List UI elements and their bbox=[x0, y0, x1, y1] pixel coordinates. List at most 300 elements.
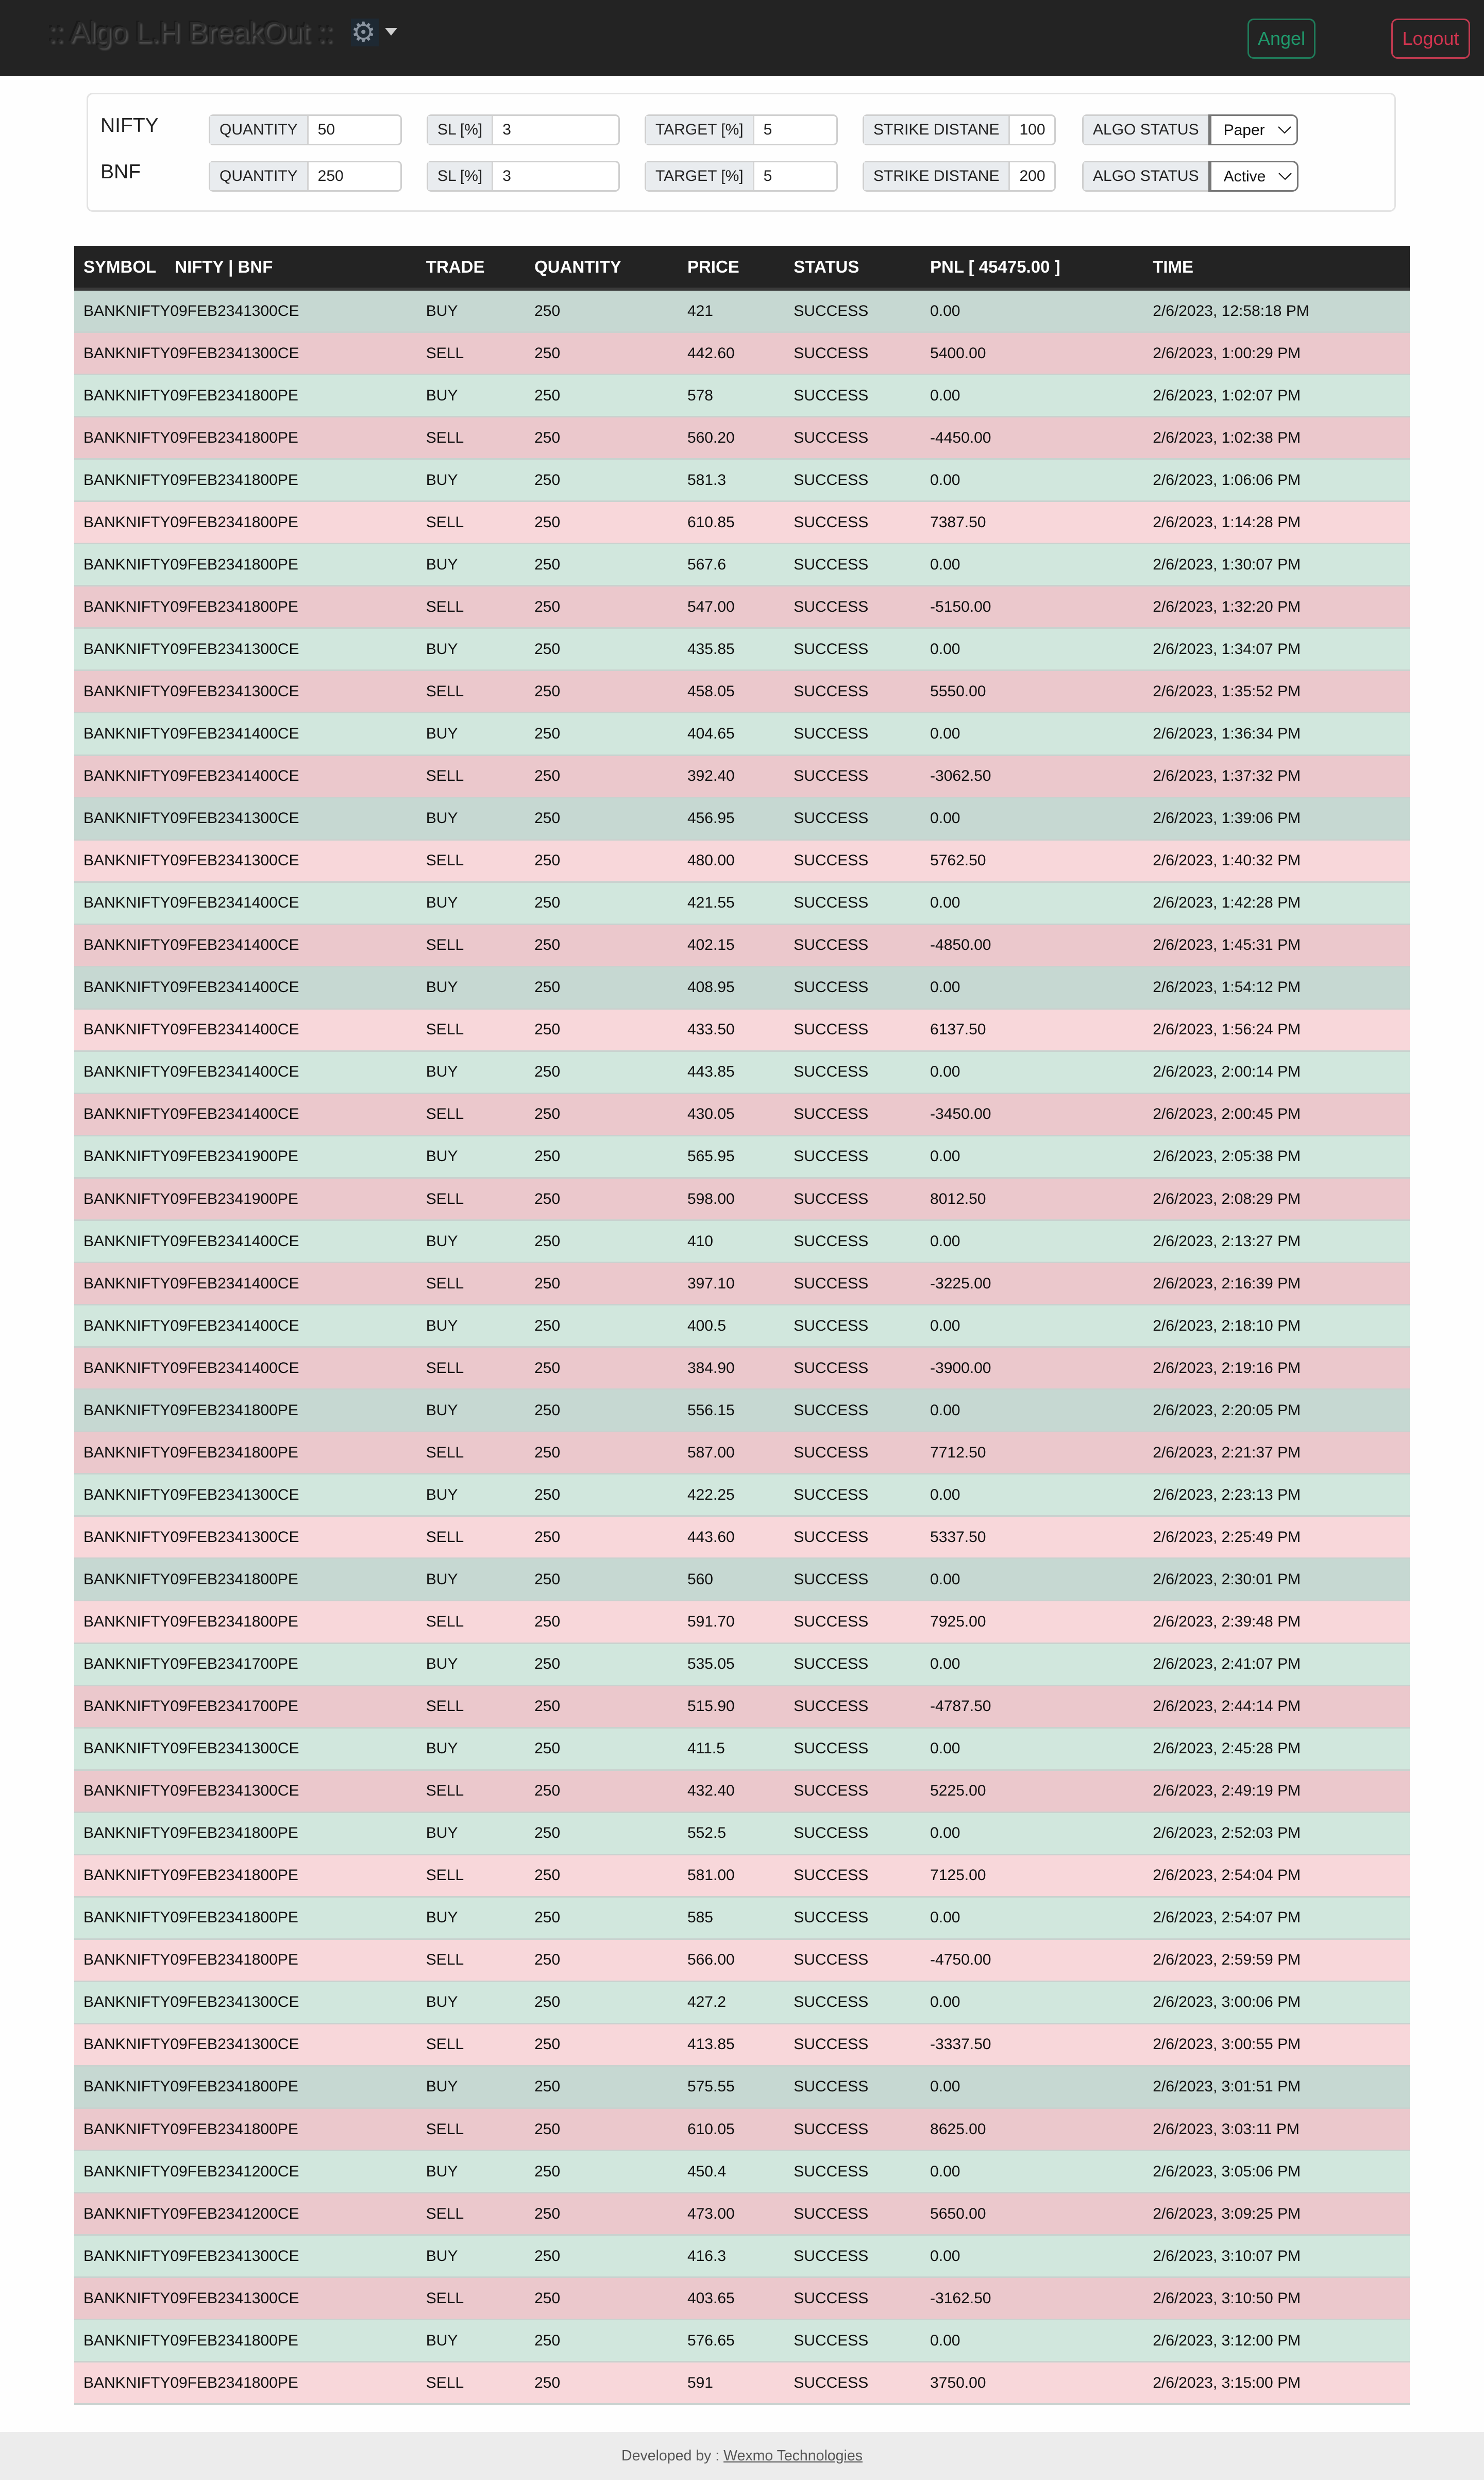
cell-time: 2/6/2023, 3:12:00 PM bbox=[1143, 2320, 1410, 2362]
col-price-header[interactable]: PRICE bbox=[678, 246, 784, 289]
cell-trade: SELL bbox=[417, 755, 525, 797]
cell-time: 2/6/2023, 12:58:18 PM bbox=[1143, 289, 1410, 332]
cell-symbol: BANKNIFTY09FEB2341400CE bbox=[74, 713, 417, 755]
cell-quantity: 250 bbox=[525, 1474, 678, 1516]
cell-status: SUCCESS bbox=[784, 459, 921, 501]
cell-symbol: BANKNIFTY09FEB2341800PE bbox=[74, 2320, 417, 2362]
table-row[interactable] bbox=[74, 1135, 1410, 1178]
cell-pnl: 0.00 bbox=[921, 1389, 1143, 1432]
cell-symbol: BANKNIFTY09FEB2341800PE bbox=[74, 2362, 417, 2404]
cell-status: SUCCESS bbox=[784, 882, 921, 924]
cell-pnl: 0.00 bbox=[921, 882, 1143, 924]
cell-trade: BUY bbox=[417, 882, 525, 924]
cell-price: 443.60 bbox=[678, 1516, 784, 1559]
cell-time: 2/6/2023, 1:54:12 PM bbox=[1143, 966, 1410, 1009]
cell-pnl: 0.00 bbox=[921, 2320, 1143, 2362]
cell-time: 2/6/2023, 3:01:51 PM bbox=[1143, 2066, 1410, 2108]
cell-symbol: BANKNIFTY09FEB2341700PE bbox=[74, 1643, 417, 1685]
table-row[interactable] bbox=[74, 1516, 1410, 1559]
cell-time: 2/6/2023, 2:41:07 PM bbox=[1143, 1643, 1410, 1685]
cell-price: 591 bbox=[678, 2362, 784, 2404]
cell-pnl: 7387.50 bbox=[921, 501, 1143, 544]
cell-status: SUCCESS bbox=[784, 2277, 921, 2320]
cell-time: 2/6/2023, 3:09:25 PM bbox=[1143, 2193, 1410, 2235]
table-row[interactable] bbox=[74, 924, 1410, 966]
cell-symbol: BANKNIFTY09FEB2341400CE bbox=[74, 1220, 417, 1263]
col-trade-header[interactable]: TRADE bbox=[417, 246, 525, 289]
sl-input-label: SL [%] bbox=[428, 162, 493, 190]
table-row[interactable] bbox=[74, 1559, 1410, 1601]
cell-trade: BUY bbox=[417, 1559, 525, 1601]
table-row[interactable] bbox=[74, 1728, 1410, 1770]
cell-quantity: 250 bbox=[525, 1770, 678, 1812]
table-row[interactable] bbox=[74, 1009, 1410, 1051]
cell-price: 392.40 bbox=[678, 755, 784, 797]
cell-quantity: 250 bbox=[525, 417, 678, 459]
cell-pnl: -3337.50 bbox=[921, 2023, 1143, 2066]
cell-quantity: 250 bbox=[525, 840, 678, 882]
cell-status: SUCCESS bbox=[784, 1432, 921, 1474]
cell-trade: SELL bbox=[417, 1601, 525, 1643]
cell-time: 2/6/2023, 1:00:29 PM bbox=[1143, 332, 1410, 375]
cell-symbol: BANKNIFTY09FEB2341800PE bbox=[74, 2108, 417, 2151]
cell-status: SUCCESS bbox=[784, 1728, 921, 1770]
cell-symbol: BANKNIFTY09FEB2341300CE bbox=[74, 2235, 417, 2277]
cell-status: SUCCESS bbox=[784, 2320, 921, 2362]
cell-pnl: 0.00 bbox=[921, 1812, 1143, 1854]
cell-price: 567.6 bbox=[678, 544, 784, 586]
table-row[interactable] bbox=[74, 459, 1410, 501]
cell-trade: SELL bbox=[417, 501, 525, 544]
cell-price: 560.20 bbox=[678, 417, 784, 459]
navbar bbox=[0, 0, 1484, 76]
cell-price: 416.3 bbox=[678, 2235, 784, 2277]
cell-pnl: 8625.00 bbox=[921, 2108, 1143, 2151]
table-row[interactable] bbox=[74, 671, 1410, 713]
table-row[interactable] bbox=[74, 1093, 1410, 1135]
table-row[interactable] bbox=[74, 544, 1410, 586]
table-row[interactable] bbox=[74, 2066, 1410, 2108]
cell-trade: SELL bbox=[417, 417, 525, 459]
cell-price: 515.90 bbox=[678, 1685, 784, 1728]
cell-trade: BUY bbox=[417, 797, 525, 840]
cell-status: SUCCESS bbox=[784, 713, 921, 755]
cell-quantity: 250 bbox=[525, 1432, 678, 1474]
cell-quantity: 250 bbox=[525, 1178, 678, 1220]
cell-status: SUCCESS bbox=[784, 1770, 921, 1812]
strike-distance-input-label: STRIKE DISTANE bbox=[864, 162, 1010, 190]
target-input[interactable]: 5 bbox=[763, 167, 772, 185]
cell-symbol: BANKNIFTY09FEB2341300CE bbox=[74, 332, 417, 375]
cell-trade: SELL bbox=[417, 1939, 525, 1981]
table-row[interactable] bbox=[74, 1601, 1410, 1643]
cell-time: 2/6/2023, 2:25:49 PM bbox=[1143, 1516, 1410, 1559]
sl-input-label: SL [%] bbox=[428, 116, 493, 144]
table-row[interactable] bbox=[74, 797, 1410, 840]
cell-symbol: BANKNIFTY09FEB2341800PE bbox=[74, 1432, 417, 1474]
cell-price: 581.00 bbox=[678, 1854, 784, 1897]
algo-status-select[interactable] bbox=[1210, 116, 1296, 144]
sl-input[interactable]: 3 bbox=[502, 121, 511, 138]
cell-price: 408.95 bbox=[678, 966, 784, 1009]
table-row[interactable] bbox=[74, 1305, 1410, 1347]
table-row[interactable] bbox=[74, 882, 1410, 924]
cell-trade: BUY bbox=[417, 1220, 525, 1263]
table-row[interactable] bbox=[74, 501, 1410, 544]
cell-status: SUCCESS bbox=[784, 501, 921, 544]
cell-quantity: 250 bbox=[525, 2320, 678, 2362]
cell-time: 2/6/2023, 1:14:28 PM bbox=[1143, 501, 1410, 544]
table-row[interactable] bbox=[74, 966, 1410, 1009]
table-row[interactable] bbox=[74, 375, 1410, 417]
table-row[interactable] bbox=[74, 332, 1410, 375]
cell-quantity: 250 bbox=[525, 1981, 678, 2023]
cell-status: SUCCESS bbox=[784, 1009, 921, 1051]
table-row[interactable] bbox=[74, 2235, 1410, 2277]
table-row[interactable] bbox=[74, 840, 1410, 882]
table-row[interactable] bbox=[74, 1812, 1410, 1854]
cell-price: 450.4 bbox=[678, 2151, 784, 2193]
table-row[interactable] bbox=[74, 1897, 1410, 1939]
cell-quantity: 250 bbox=[525, 375, 678, 417]
table-row[interactable] bbox=[74, 2362, 1410, 2404]
col-status-header[interactable]: STATUS bbox=[784, 246, 921, 289]
cell-status: SUCCESS bbox=[784, 1263, 921, 1305]
quantity-input-label: QUANTITY bbox=[210, 162, 309, 190]
target-input-label: TARGET [%] bbox=[646, 162, 754, 190]
cell-symbol: BANKNIFTY09FEB2341800PE bbox=[74, 586, 417, 628]
cell-symbol: BANKNIFTY09FEB2341400CE bbox=[74, 966, 417, 1009]
table-row[interactable] bbox=[74, 628, 1410, 671]
cell-price: 581.3 bbox=[678, 459, 784, 501]
cell-trade: SELL bbox=[417, 1263, 525, 1305]
cell-price: 575.55 bbox=[678, 2066, 784, 2108]
table-row[interactable] bbox=[74, 2108, 1410, 2151]
cell-pnl: 7125.00 bbox=[921, 1854, 1143, 1897]
cell-quantity: 250 bbox=[525, 1135, 678, 1178]
cell-status: SUCCESS bbox=[784, 1220, 921, 1263]
cell-status: SUCCESS bbox=[784, 2193, 921, 2235]
cell-trade: BUY bbox=[417, 628, 525, 671]
algo-status-select[interactable] bbox=[1210, 162, 1297, 190]
cell-time: 2/6/2023, 2:39:48 PM bbox=[1143, 1601, 1410, 1643]
cell-time: 2/6/2023, 2:52:03 PM bbox=[1143, 1812, 1410, 1854]
cell-trade: BUY bbox=[417, 1135, 525, 1178]
cell-time: 2/6/2023, 1:56:24 PM bbox=[1143, 1009, 1410, 1051]
cell-pnl: 5400.00 bbox=[921, 332, 1143, 375]
cell-quantity: 250 bbox=[525, 1347, 678, 1389]
cell-pnl: -3162.50 bbox=[921, 2277, 1143, 2320]
cell-quantity: 250 bbox=[525, 332, 678, 375]
table-row[interactable] bbox=[74, 713, 1410, 755]
table-row[interactable] bbox=[74, 1854, 1410, 1897]
cell-status: SUCCESS bbox=[784, 1854, 921, 1897]
table-row[interactable] bbox=[74, 289, 1410, 332]
col-symbol-header[interactable]: SYMBOL NIFTY | BNF bbox=[74, 246, 417, 289]
cell-time: 2/6/2023, 2:05:38 PM bbox=[1143, 1135, 1410, 1178]
cell-status: SUCCESS bbox=[784, 1812, 921, 1854]
cell-symbol: BANKNIFTY09FEB2341800PE bbox=[74, 1812, 417, 1854]
cell-pnl: 0.00 bbox=[921, 459, 1143, 501]
cell-time: 2/6/2023, 3:10:50 PM bbox=[1143, 2277, 1410, 2320]
cell-status: SUCCESS bbox=[784, 1135, 921, 1178]
cell-price: 591.70 bbox=[678, 1601, 784, 1643]
cell-time: 2/6/2023, 2:18:10 PM bbox=[1143, 1305, 1410, 1347]
cell-quantity: 250 bbox=[525, 671, 678, 713]
table-row[interactable] bbox=[74, 1178, 1410, 1220]
cell-trade: BUY bbox=[417, 2235, 525, 2277]
cell-symbol: BANKNIFTY09FEB2341400CE bbox=[74, 1051, 417, 1093]
cell-quantity: 250 bbox=[525, 1009, 678, 1051]
gear-icon[interactable]: ⚙ bbox=[351, 19, 379, 46]
cell-status: SUCCESS bbox=[784, 1516, 921, 1559]
quantity-input[interactable]: 50 bbox=[317, 121, 335, 138]
logout-button[interactable]: Logout bbox=[1391, 19, 1470, 59]
table-row[interactable] bbox=[74, 417, 1410, 459]
cell-price: 456.95 bbox=[678, 797, 784, 840]
cell-time: 2/6/2023, 3:00:55 PM bbox=[1143, 2023, 1410, 2066]
cell-trade: SELL bbox=[417, 1516, 525, 1559]
cell-quantity: 250 bbox=[525, 1389, 678, 1432]
sl-input[interactable]: 3 bbox=[502, 167, 511, 185]
cell-symbol: BANKNIFTY09FEB2341300CE bbox=[74, 2023, 417, 2066]
strike-distance-input[interactable]: 100 bbox=[1019, 121, 1045, 138]
cell-trade: SELL bbox=[417, 332, 525, 375]
cell-symbol: BANKNIFTY09FEB2341800PE bbox=[74, 1601, 417, 1643]
cell-time: 2/6/2023, 1:42:28 PM bbox=[1143, 882, 1410, 924]
cell-status: SUCCESS bbox=[784, 375, 921, 417]
cell-symbol: BANKNIFTY09FEB2341400CE bbox=[74, 1093, 417, 1135]
cell-time: 2/6/2023, 2:00:45 PM bbox=[1143, 1093, 1410, 1135]
strike-distance-input[interactable]: 200 bbox=[1019, 167, 1045, 185]
table-row[interactable] bbox=[74, 1220, 1410, 1263]
cell-time: 2/6/2023, 3:03:11 PM bbox=[1143, 2108, 1410, 2151]
cell-trade: BUY bbox=[417, 1474, 525, 1516]
cell-pnl: -4850.00 bbox=[921, 924, 1143, 966]
cell-trade: BUY bbox=[417, 1897, 525, 1939]
cell-quantity: 250 bbox=[525, 2235, 678, 2277]
cell-symbol: BANKNIFTY09FEB2341400CE bbox=[74, 882, 417, 924]
cell-status: SUCCESS bbox=[784, 1178, 921, 1220]
cell-symbol: BANKNIFTY09FEB2341300CE bbox=[74, 1516, 417, 1559]
cell-quantity: 250 bbox=[525, 586, 678, 628]
table-row[interactable] bbox=[74, 755, 1410, 797]
cell-price: 585 bbox=[678, 1897, 784, 1939]
cell-pnl: 0.00 bbox=[921, 2066, 1143, 2108]
cell-quantity: 250 bbox=[525, 1220, 678, 1263]
cell-quantity: 250 bbox=[525, 459, 678, 501]
cell-pnl: 0.00 bbox=[921, 1135, 1143, 1178]
cell-trade: BUY bbox=[417, 966, 525, 1009]
cell-price: 421 bbox=[678, 289, 784, 332]
cell-quantity: 250 bbox=[525, 2023, 678, 2066]
table-row[interactable] bbox=[74, 2151, 1410, 2193]
cell-status: SUCCESS bbox=[784, 1643, 921, 1685]
cell-quantity: 250 bbox=[525, 2108, 678, 2151]
cell-status: SUCCESS bbox=[784, 797, 921, 840]
algo-status-group bbox=[1082, 161, 1292, 192]
table-row[interactable] bbox=[74, 1685, 1410, 1728]
cell-trade: SELL bbox=[417, 2108, 525, 2151]
table-row[interactable] bbox=[74, 586, 1410, 628]
cell-quantity: 250 bbox=[525, 289, 678, 332]
cell-trade: SELL bbox=[417, 1432, 525, 1474]
cell-trade: SELL bbox=[417, 1770, 525, 1812]
cell-pnl: 0.00 bbox=[921, 1051, 1143, 1093]
table-row[interactable] bbox=[74, 2023, 1410, 2066]
cell-price: 397.10 bbox=[678, 1263, 784, 1305]
cell-quantity: 250 bbox=[525, 1812, 678, 1854]
footer bbox=[0, 2432, 1484, 2480]
cell-pnl: 0.00 bbox=[921, 1559, 1143, 1601]
config-row-label: NIFTY bbox=[100, 114, 159, 137]
cell-trade: SELL bbox=[417, 840, 525, 882]
cell-time: 2/6/2023, 2:00:14 PM bbox=[1143, 1051, 1410, 1093]
cell-time: 2/6/2023, 1:34:07 PM bbox=[1143, 628, 1410, 671]
cell-pnl: -5150.00 bbox=[921, 586, 1143, 628]
cell-quantity: 250 bbox=[525, 924, 678, 966]
cell-symbol: BANKNIFTY09FEB2341400CE bbox=[74, 755, 417, 797]
config-row-label: BNF bbox=[100, 161, 141, 183]
cell-symbol: BANKNIFTY09FEB2341800PE bbox=[74, 459, 417, 501]
cell-trade: SELL bbox=[417, 1854, 525, 1897]
cell-symbol: BANKNIFTY09FEB2341800PE bbox=[74, 1897, 417, 1939]
cell-pnl: 8012.50 bbox=[921, 1178, 1143, 1220]
cell-quantity: 250 bbox=[525, 1685, 678, 1728]
cell-quantity: 250 bbox=[525, 1939, 678, 1981]
cell-symbol: BANKNIFTY09FEB2341400CE bbox=[74, 1009, 417, 1051]
cell-status: SUCCESS bbox=[784, 2023, 921, 2066]
angel-button[interactable]: Angel bbox=[1247, 19, 1316, 59]
target-input[interactable]: 5 bbox=[763, 121, 772, 138]
table-row[interactable] bbox=[74, 1770, 1410, 1812]
table-row[interactable] bbox=[74, 1981, 1410, 2023]
cell-time: 2/6/2023, 3:10:07 PM bbox=[1143, 2235, 1410, 2277]
cell-symbol: BANKNIFTY09FEB2341400CE bbox=[74, 1347, 417, 1389]
table-row[interactable] bbox=[74, 1474, 1410, 1516]
cell-status: SUCCESS bbox=[784, 1389, 921, 1432]
cell-price: 535.05 bbox=[678, 1643, 784, 1685]
cell-time: 2/6/2023, 1:30:07 PM bbox=[1143, 544, 1410, 586]
table-row[interactable] bbox=[74, 2320, 1410, 2362]
cell-symbol: BANKNIFTY09FEB2341300CE bbox=[74, 840, 417, 882]
cell-trade: BUY bbox=[417, 713, 525, 755]
cell-time: 2/6/2023, 2:08:29 PM bbox=[1143, 1178, 1410, 1220]
table-row[interactable] bbox=[74, 1389, 1410, 1432]
cell-quantity: 250 bbox=[525, 966, 678, 1009]
cell-quantity: 250 bbox=[525, 544, 678, 586]
cell-status: SUCCESS bbox=[784, 1474, 921, 1516]
col-pnl-header[interactable]: PNL [ 45475.00 ] bbox=[921, 246, 1143, 289]
cell-time: 2/6/2023, 2:23:13 PM bbox=[1143, 1474, 1410, 1516]
table-row[interactable] bbox=[74, 1263, 1410, 1305]
cell-symbol: BANKNIFTY09FEB2341300CE bbox=[74, 1981, 417, 2023]
cell-symbol: BANKNIFTY09FEB2341800PE bbox=[74, 1939, 417, 1981]
table-row[interactable] bbox=[74, 1939, 1410, 1981]
col-time-header[interactable]: TIME bbox=[1143, 246, 1410, 289]
cell-pnl: 0.00 bbox=[921, 2151, 1143, 2193]
cell-quantity: 250 bbox=[525, 2066, 678, 2108]
cell-pnl: 0.00 bbox=[921, 1305, 1143, 1347]
cell-pnl: 0.00 bbox=[921, 1981, 1143, 2023]
cell-price: 560 bbox=[678, 1559, 784, 1601]
cell-pnl: 0.00 bbox=[921, 713, 1143, 755]
table-row[interactable] bbox=[74, 1643, 1410, 1685]
cell-pnl: 0.00 bbox=[921, 544, 1143, 586]
cell-quantity: 250 bbox=[525, 1643, 678, 1685]
cell-pnl: 7925.00 bbox=[921, 1601, 1143, 1643]
cell-price: 435.85 bbox=[678, 628, 784, 671]
cell-trade: BUY bbox=[417, 1643, 525, 1685]
algo-status-group bbox=[1082, 114, 1292, 145]
cell-pnl: 7712.50 bbox=[921, 1432, 1143, 1474]
cell-price: 411.5 bbox=[678, 1728, 784, 1770]
cell-trade: BUY bbox=[417, 1728, 525, 1770]
cell-quantity: 250 bbox=[525, 1516, 678, 1559]
cell-price: 403.65 bbox=[678, 2277, 784, 2320]
quantity-input-group bbox=[209, 161, 402, 192]
cell-time: 2/6/2023, 2:59:59 PM bbox=[1143, 1939, 1410, 1981]
cell-trade: BUY bbox=[417, 544, 525, 586]
cell-symbol: BANKNIFTY09FEB2341400CE bbox=[74, 1263, 417, 1305]
cell-symbol: BANKNIFTY09FEB2341800PE bbox=[74, 2066, 417, 2108]
trades-table bbox=[74, 246, 1410, 2405]
cell-time: 2/6/2023, 2:49:19 PM bbox=[1143, 1770, 1410, 1812]
table-row[interactable] bbox=[74, 1432, 1410, 1474]
col-quantity-header[interactable]: QUANTITY bbox=[525, 246, 678, 289]
cell-time: 2/6/2023, 2:13:27 PM bbox=[1143, 1220, 1410, 1263]
cell-trade: BUY bbox=[417, 1305, 525, 1347]
table-row[interactable] bbox=[74, 2193, 1410, 2235]
cell-trade: SELL bbox=[417, 2193, 525, 2235]
cell-symbol: BANKNIFTY09FEB2341400CE bbox=[74, 1305, 417, 1347]
footer-text: Developed by : bbox=[621, 2448, 724, 2464]
table-row[interactable] bbox=[74, 2277, 1410, 2320]
app-title: :: Algo L.H BreakOut :: bbox=[48, 16, 333, 49]
footer-link[interactable]: Wexmo Technologies bbox=[723, 2448, 863, 2464]
cell-pnl: 0.00 bbox=[921, 1220, 1143, 1263]
cell-symbol: BANKNIFTY09FEB2341200CE bbox=[74, 2151, 417, 2193]
cell-price: 442.60 bbox=[678, 332, 784, 375]
cell-price: 552.5 bbox=[678, 1812, 784, 1854]
cell-status: SUCCESS bbox=[784, 1093, 921, 1135]
cell-quantity: 250 bbox=[525, 2277, 678, 2320]
cell-symbol: BANKNIFTY09FEB2341800PE bbox=[74, 1559, 417, 1601]
chevron-down-icon[interactable] bbox=[385, 28, 397, 36]
quantity-input[interactable]: 250 bbox=[317, 167, 344, 185]
cell-price: 547.00 bbox=[678, 586, 784, 628]
cell-status: SUCCESS bbox=[784, 1685, 921, 1728]
cell-trade: BUY bbox=[417, 289, 525, 332]
cell-time: 2/6/2023, 1:32:20 PM bbox=[1143, 586, 1410, 628]
cell-quantity: 250 bbox=[525, 797, 678, 840]
cell-price: 610.05 bbox=[678, 2108, 784, 2151]
cell-pnl: 0.00 bbox=[921, 966, 1143, 1009]
cell-trade: SELL bbox=[417, 671, 525, 713]
cell-price: 480.00 bbox=[678, 840, 784, 882]
table-row[interactable] bbox=[74, 1051, 1410, 1093]
cell-price: 565.95 bbox=[678, 1135, 784, 1178]
cell-time: 2/6/2023, 2:20:05 PM bbox=[1143, 1389, 1410, 1432]
sl-input-group bbox=[427, 161, 620, 192]
cell-status: SUCCESS bbox=[784, 2151, 921, 2193]
cell-trade: BUY bbox=[417, 459, 525, 501]
table-row[interactable] bbox=[74, 1347, 1410, 1389]
cell-status: SUCCESS bbox=[784, 2235, 921, 2277]
cell-pnl: 0.00 bbox=[921, 375, 1143, 417]
config-panel bbox=[87, 93, 1396, 212]
cell-time: 2/6/2023, 2:30:01 PM bbox=[1143, 1559, 1410, 1601]
